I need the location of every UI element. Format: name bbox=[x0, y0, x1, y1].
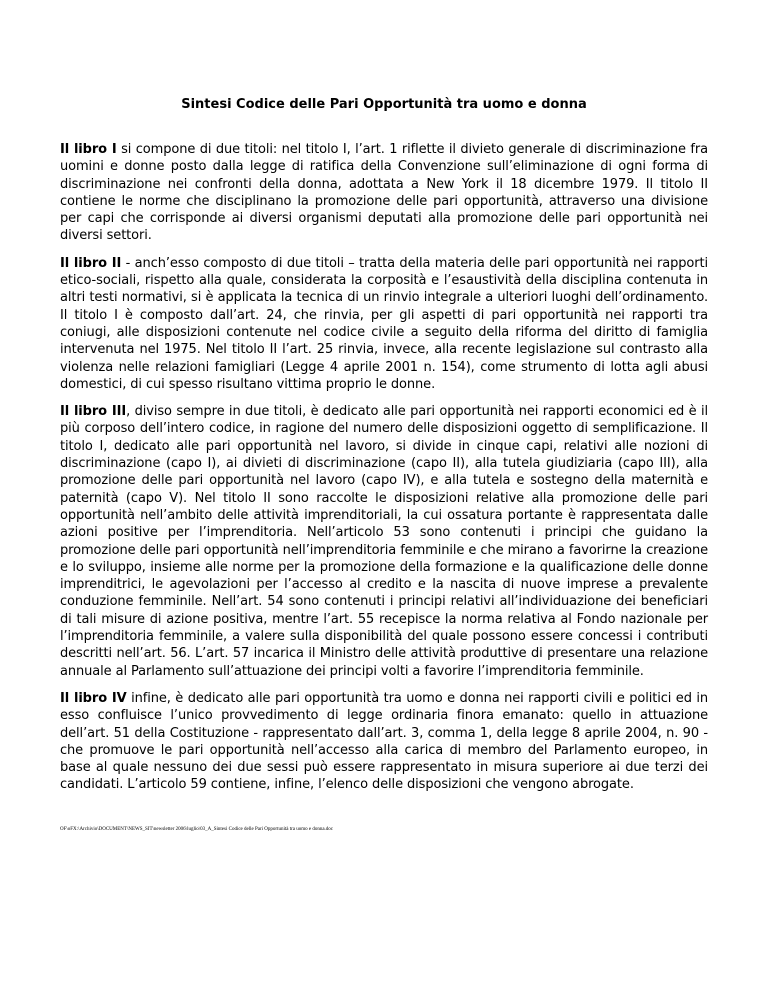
paragraph-libro-2 bbox=[60, 255, 708, 393]
footer-file-path: OF\oFX:\Archivio\DOCUMENT\NEWS_SIT\newsletter 2006\luglio\03_A_Sintesi Codice delle Pari Opportunità tra uomo e donna.doc bbox=[60, 827, 334, 832]
paragraph-text: infine, è dedicato alle pari opportunità tra uomo e donna nei rapporti civili e politici ed in esso confluisce l’unico provvedimento di legge ordinaria finora emanato: quello in attuazione dell’art. 51 della Costituzione - rappresentato dall’art. 3, comma 1, della legge 8 aprile 2004, n. 90 - che promuove le pari opportunità nell’accesso alla carica di membro del Parlamento europeo, in base al quale nessuno dei due sessi può essere rappresentato in misura superiore ai due terzi dei candidati. L’articolo 59 contiene, infine, l’elenco delle disposizioni che vengono abrogate. bbox=[60, 690, 708, 793]
paragraph-lead: Il libro IV bbox=[60, 690, 127, 706]
paragraph-text: , diviso sempre in due titoli, è dedicato alle pari opportunità nei rapporti economici ed è il più corposo dell’intero codice, in ragione del numero delle disposizioni oggetto di semplificazione. Il titolo I, dedicato alle pari opportunità nel lavoro, si divide in cinque capi, relativi alle nozioni di discriminazione (capo I), ai divieti di discriminazione (capo II), alla tutela giudiziaria (capo III), alla promozione delle pari opportunità nel lavoro (capo IV), e alla tutela e sostegno della maternità e paternità (capo V). Nel titolo II sono raccolte le disposizioni relative alla promozione delle pari opportunità nell’ambito delle attività imprenditoriali, la cui ossatura portante è rappresentata dalle azioni positive per l’imprenditoria. Nell’articolo 53 sono contenuti i principi che guidano la promozione delle pari opportunità nell’imprenditoria femminile e che mirano a favorirne la creazione e lo sviluppo, insieme alle norme per la promozione della formazione e la qualificazione delle donne imprenditrici, le agevolazioni per l’accesso al credito e la nascita di nuove imprese a prevalente conduzione femminile. Nell’art. 54 sono contenuti i principi relativi all’individuazione dei beneficiari di tali misure di azione positiva, mentre l’art. 55 recepisce la norma relativa al Fondo nazionale per l’imprenditoria femminile, a valere sulla disponibilità del quale possono essere concessi i contributi descritti nell’art. 56. L’art. 57 incarica il Ministro delle attività produttive di presentare una relazione annuale al Parlamento sull’attuazione dei principi volti a favorire l’imprenditoria femminile. bbox=[60, 404, 709, 679]
document-body bbox=[60, 141, 708, 804]
paragraph-lead: Il libro III bbox=[60, 404, 127, 420]
paragraph-libro-4 bbox=[60, 690, 708, 794]
paragraph-libro-3 bbox=[60, 403, 708, 680]
paragraph-libro-1 bbox=[60, 141, 708, 245]
paragraph-text: - anch’esso composto di due titoli – tratta della materia delle pari opportunità nei rapporti etico-sociali, rispetto alla quale, considerata la corposità e l’esaustività della disciplina contenuta in altri testi normativi, si è applicata la tecnica di un rinvio integrale a ulteriori luoghi dell’ordinamento. Il titolo I è composto dall’art. 24, che rinvia, per gli aspetti di pari opportunità nei rapporti tra coniugi, alle disposizioni contenute nel codice civile a seguito della riforma del diritto di famiglia intervenuta nel 1975. Nel titolo II l’art. 25 rinvia, invece, alla recente legislazione sul contrasto alla violenza nelle relazioni famigliari (Legge 4 aprile 2001 n. 154), come strumento di lotta agli abusi domestici, di cui spesso risultano vittima proprio le donne. bbox=[60, 255, 708, 392]
paragraph-lead: Il libro I bbox=[60, 142, 117, 157]
document-title: Sintesi Codice delle Pari Opportunità tra uomo e donna bbox=[181, 97, 587, 112]
paragraph-text: si compone di due titoli: nel titolo I, l’art. 1 riflette il divieto generale di discriminazione fra uomini e donne posto dalla legge di ratifica della Convenzione sull’eliminazione di ogni forma di discriminazione nei confronti della donna, adottata a New York il 18 dicembre 1979. Il titolo II contiene le norme che disciplinano la promozione delle pari opportunità, attraverso una divisione per capi che corrisponde ai diversi organismi deputati alla promozione delle pari opportunità nei diversi settori. bbox=[60, 142, 708, 244]
paragraph-lead: Il libro II bbox=[60, 255, 122, 271]
